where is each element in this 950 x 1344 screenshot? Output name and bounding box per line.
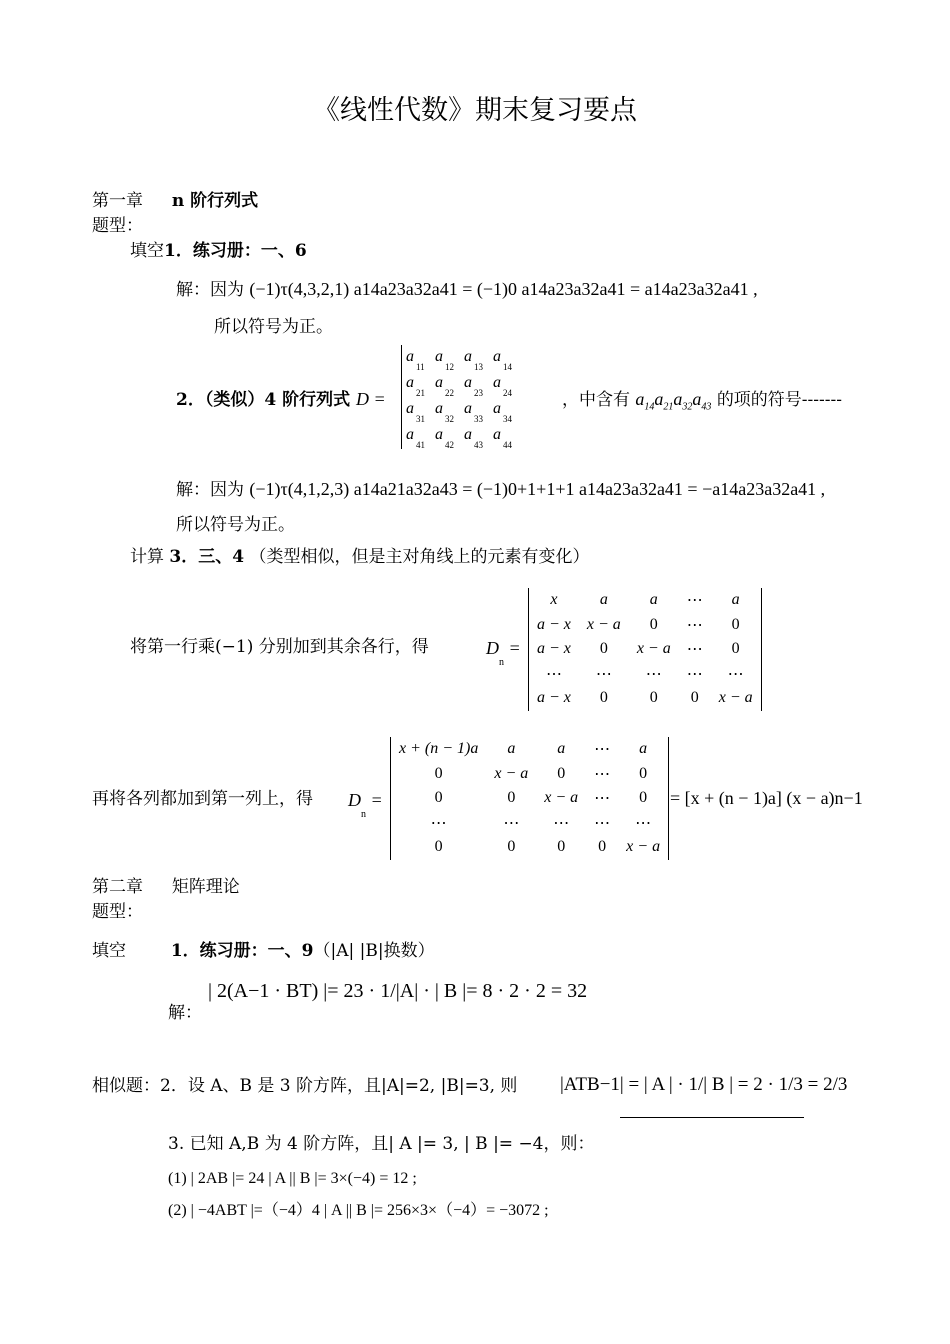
- ch2-q1-solution-formula: [208, 980, 587, 1003]
- ch1-q2-lead: [176, 388, 386, 411]
- ch1-step2-text: 再将各列都加到第一列上，得: [92, 789, 313, 809]
- ch1-q3-note: （类型相似，但是主对角线上的元素有变化）: [249, 547, 590, 567]
- ch1-q2-tail-text: 的项的符号-------: [716, 390, 843, 410]
- chapter-1-topic: n 阶行列式: [171, 191, 259, 211]
- ch1-q2-conclusion: 所以符号为正。: [176, 515, 295, 535]
- ch1-q3-line: [130, 546, 589, 568]
- ch1-q2-mid: [562, 388, 842, 419]
- ch2-q3-part2: (2) | −4ABT |=（−4）4 | A || B |= 256×3×（−4）= −3072 ;: [168, 1202, 549, 1219]
- fill-label: 填空: [130, 241, 164, 261]
- similar-label: 相似题：: [92, 1076, 160, 1096]
- ch2-q1-ref: 1．练习册：一、9: [170, 941, 314, 961]
- chapter-1-heading: [92, 190, 258, 212]
- ch2-q2-text: 2．设 A、B 是 3 阶方阵，且|A|=2, |B|=3, 则: [160, 1076, 518, 1096]
- page-title: 《线性代数》期末复习要点: [313, 95, 637, 126]
- ch1-q1-ref: 1．练习册：一、6: [164, 241, 307, 261]
- ch2-q2-formula: [560, 1074, 847, 1096]
- ch1-step2-result: = [x + (n − 1)a] (x − a)n−1: [670, 788, 863, 808]
- ch1-q2-solution: [176, 478, 825, 501]
- ch2-q3-text: 3. 已知 A,B 为 4 阶方阵，且| A |= 3, | B |= −4，则：: [168, 1134, 595, 1154]
- ch2-q1-solution-lead: 解：: [168, 1003, 202, 1023]
- chapter-1-types-label: 题型：: [92, 216, 143, 236]
- ch1-step1-text: 将第一行乘(−1) 分别加到其余各行，得: [130, 637, 429, 657]
- ch1-q2-solution-lead: 解：因为: [176, 480, 244, 500]
- determinant-step2: x + (n − 1)a a a ⋯ a 0 x − a 0 ⋯ 0 0 0 x − a ⋯ 0 ⋯ ⋯ ⋯ ⋯ ⋯ 0 0 0 0 x − a: [390, 737, 669, 860]
- ch1-q1-solution: [176, 278, 758, 301]
- ch2-q1-note: （|A| |B|换数）: [313, 941, 435, 961]
- ch2-similar-line: [92, 1075, 517, 1097]
- chapter-2-heading: [92, 876, 240, 898]
- dn-symbol-1: $D_n$ =: [486, 638, 521, 668]
- chapter-2-types-label: 题型：: [92, 902, 143, 922]
- ch1-q2-lead-text: 2．（类似）4 阶行列式: [176, 390, 351, 410]
- ch2-q1-solution-expr: | 2(A−1 · BT) |= 23 · 1/|A| · | B |= 8 · 2 · 2 = 32: [208, 980, 588, 1002]
- determinant-4x4: $a_{11}$ $a_{12}$ $a_{13}$ $a_{14}$ $a_{21}$ $a_{22}$ $a_{23}$ $a_{24}$ $a_{31}$ $a_{32}$ $a_{33}$ $a_{34}$ $a_{41}$ $a_{42}$ $a_{43}$ $a_{44}$: [401, 345, 518, 449]
- chapter-1-number: 第一章: [92, 191, 143, 211]
- calc-label: 计算: [130, 547, 164, 567]
- ch2-fill-label: 填空: [92, 941, 126, 961]
- ch2-q2-expr: |ATB−1| = | A | · 1/| B | = 2 · 1/3 = 2/3: [560, 1074, 848, 1095]
- dn-symbol-2: $D_n$ =: [348, 790, 383, 820]
- answer-underline: [620, 1117, 804, 1118]
- ch1-q2-mid-text: ，中含有: [562, 390, 630, 410]
- chapter-2-topic: 矩阵理论: [171, 877, 240, 897]
- ch1-q1-solution-lead: 解：因为: [176, 280, 244, 300]
- ch2-q3-part1: (1) | 2AB |= 24 | A || B |= 3×(−4) = 12 ;: [168, 1170, 417, 1187]
- ch1-q2-solution-expr: (−1)τ(4,1,2,3) a14a21a32a43 = (−1)0+1+1+1 a14a23a32a41 = −a14a23a32a41 ,: [249, 479, 826, 499]
- chapter-2-number: 第二章: [92, 877, 143, 897]
- ch1-q1-solution-expr: (−1)τ(4,3,2,1) a14a23a32a41 = (−1)0 a14a23a32a41 = a14a23a32a41 ,: [249, 279, 758, 299]
- ch1-q2-term: $a_{14}a_{21}a_{32}a_{43}$: [635, 389, 712, 413]
- ch1-q3-ref: 3．三、4: [169, 547, 245, 567]
- ch1-q1-conclusion: 所以符号为正。: [214, 317, 333, 337]
- ch1-q1-line: [130, 240, 307, 262]
- det-symbol: D =: [356, 389, 386, 409]
- ch2-q1-line: [92, 940, 435, 962]
- determinant-step1: x a a ⋯ a a − x x − a 0 ⋯ 0 a − x 0 x − a ⋯ 0 ⋯ ⋯ ⋯ ⋯ ⋯ a − x 0 0 0 x − a: [528, 588, 762, 711]
